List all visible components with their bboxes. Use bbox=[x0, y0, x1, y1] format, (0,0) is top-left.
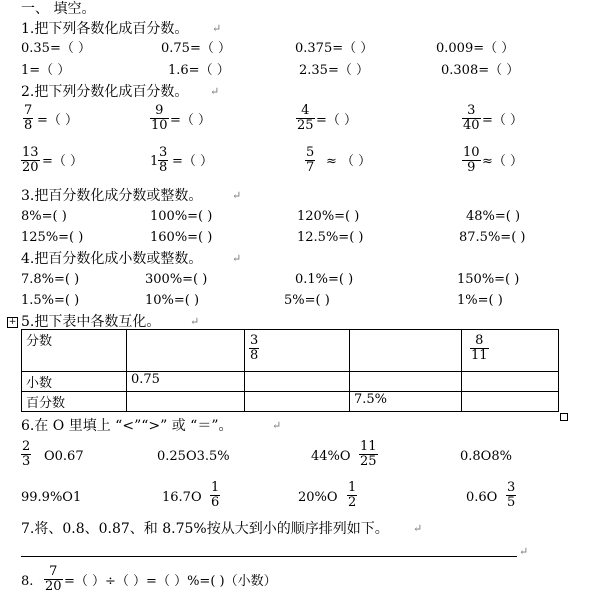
q4-item: 5%=( ) bbox=[284, 293, 330, 308]
q2-answer: =（ ） bbox=[482, 113, 524, 128]
table-cell bbox=[462, 392, 559, 412]
q5-heading: 5.把下表中各数互化。 bbox=[21, 314, 161, 330]
q2-answer: =（ ） bbox=[170, 113, 212, 128]
section-title: 一、 填空。 bbox=[21, 1, 96, 17]
compare-item: 44%O bbox=[311, 449, 351, 464]
q3-item: 125%=( ) bbox=[21, 230, 84, 245]
q3-item: 48%=( ) bbox=[466, 209, 521, 224]
mixed-number-whole: 1 bbox=[150, 154, 159, 169]
fraction: 1 2 bbox=[348, 480, 357, 510]
fraction: 3 5 bbox=[507, 480, 516, 510]
q3-item: 8%=( ) bbox=[21, 209, 67, 224]
paragraph-mark-icon: ↵ bbox=[232, 252, 242, 265]
q8-expression: =（ ）÷（ ）=（ ）%=( )（小数） bbox=[64, 574, 277, 589]
q7-heading: 7.将、0.8、0.87、和 8.75%按从大到小的顺序排列如下。 bbox=[21, 521, 389, 537]
compare-item: 99.9%O1 bbox=[21, 490, 82, 505]
q1-item: 0.308=（ ） bbox=[441, 63, 520, 78]
q1-item: 1=（ ） bbox=[21, 63, 71, 78]
paragraph-mark-icon: ↵ bbox=[413, 522, 423, 535]
fraction: 3 40 bbox=[463, 103, 480, 133]
table-cell bbox=[245, 330, 350, 372]
table-cell: 7.5% bbox=[350, 392, 462, 412]
fraction: 5 7 bbox=[306, 145, 315, 175]
q4-item: 10%=( ) bbox=[145, 293, 200, 308]
q4-item: 1.5%=( ) bbox=[21, 293, 80, 308]
table-cell: 0.75 bbox=[127, 372, 245, 392]
paragraph-mark-icon: ↵ bbox=[272, 419, 282, 432]
fraction: 9 10 bbox=[151, 103, 168, 133]
compare-item: 0.25O3.5% bbox=[157, 449, 230, 464]
fraction: 13 20 bbox=[22, 145, 39, 175]
q2-heading: 2.把下列分数化成百分数。 bbox=[21, 84, 189, 100]
compare-item: 16.7O bbox=[162, 490, 202, 505]
q3-item: 120%=( ) bbox=[297, 209, 360, 224]
table-move-handle-icon[interactable]: + bbox=[8, 317, 17, 327]
paragraph-mark-icon: ↵ bbox=[232, 189, 242, 202]
fraction: 3 8 bbox=[250, 333, 259, 363]
row-label-fraction: 分数 bbox=[22, 330, 127, 372]
q6-heading: 6.在 O 里填上 “<”“>” 或 “＝”。 bbox=[21, 418, 233, 434]
fraction: 11 25 bbox=[360, 439, 377, 469]
row-label-decimal: 小数 bbox=[22, 372, 127, 392]
q3-item: 87.5%=( ) bbox=[459, 230, 526, 245]
compare-item: 0.8O8% bbox=[460, 449, 512, 464]
q8-label: 8. bbox=[21, 574, 34, 589]
compare-item: O0.67 bbox=[44, 449, 84, 464]
q1-item: 1.6=（ ） bbox=[168, 63, 230, 78]
fraction: 1 6 bbox=[211, 480, 220, 510]
fraction: 3 8 bbox=[159, 145, 168, 175]
table-resize-handle-icon[interactable] bbox=[560, 413, 568, 421]
table-cell bbox=[462, 372, 559, 392]
q4-item: 150%=( ) bbox=[457, 272, 520, 287]
q3-heading: 3.把百分数化成分数或整数。 bbox=[21, 188, 203, 204]
q2-answer: =（ ） bbox=[172, 154, 214, 169]
q2-answer: ≈（ ） bbox=[482, 154, 524, 169]
paragraph-mark-icon: ↵ bbox=[519, 545, 529, 558]
paragraph-mark-icon: ↵ bbox=[212, 22, 222, 35]
answer-line bbox=[21, 556, 517, 557]
q4-heading: 4.把百分数化成小数或整数。 bbox=[21, 251, 203, 267]
q4-item: 1%=( ) bbox=[457, 293, 503, 308]
q3-item: 160%=( ) bbox=[150, 230, 213, 245]
paragraph-mark-icon: ↵ bbox=[210, 85, 220, 98]
conversion-table bbox=[21, 329, 559, 412]
q4-item: 300%=( ) bbox=[145, 272, 208, 287]
q1-item: 0.375=（ ） bbox=[295, 41, 374, 56]
table-cell bbox=[462, 330, 559, 372]
fraction: 8 11 bbox=[471, 333, 488, 363]
q1-item: 0.75=（ ） bbox=[161, 41, 231, 56]
q1-item: 2.35=（ ） bbox=[299, 63, 369, 78]
table-cell bbox=[350, 372, 462, 392]
table-cell bbox=[245, 372, 350, 392]
q2-answer: ≈ （ ） bbox=[326, 154, 372, 169]
fraction: 4 25 bbox=[297, 103, 314, 133]
q2-answer: =（ ） bbox=[42, 154, 84, 169]
q4-item: 0.1%=( ) bbox=[295, 272, 354, 287]
paragraph-mark-icon: ↵ bbox=[190, 315, 200, 328]
fraction: 10 9 bbox=[463, 145, 480, 175]
q2-answer: =（ ） bbox=[316, 113, 358, 128]
table-cell bbox=[350, 330, 462, 372]
row-label-percent: 百分数 bbox=[22, 392, 127, 412]
q2-answer: =（ ） bbox=[37, 113, 79, 128]
fraction: 7 8 bbox=[24, 103, 33, 133]
compare-item: 20%O bbox=[298, 490, 338, 505]
q4-item: 7.8%=( ) bbox=[21, 272, 80, 287]
table-cell bbox=[127, 330, 245, 372]
table-cell bbox=[245, 392, 350, 412]
q1-item: 0.35=（ ） bbox=[21, 41, 91, 56]
q3-item: 100%=( ) bbox=[150, 209, 213, 224]
fraction: 7 20 bbox=[45, 564, 62, 594]
q1-heading: 1.把下列各数化成百分数。 bbox=[21, 21, 189, 37]
table-cell bbox=[127, 392, 245, 412]
fraction: 2 3 bbox=[22, 439, 31, 469]
compare-item: 0.6O bbox=[466, 490, 498, 505]
q1-item: 0.009=（ ） bbox=[436, 41, 515, 56]
q3-item: 12.5%=( ) bbox=[297, 230, 364, 245]
